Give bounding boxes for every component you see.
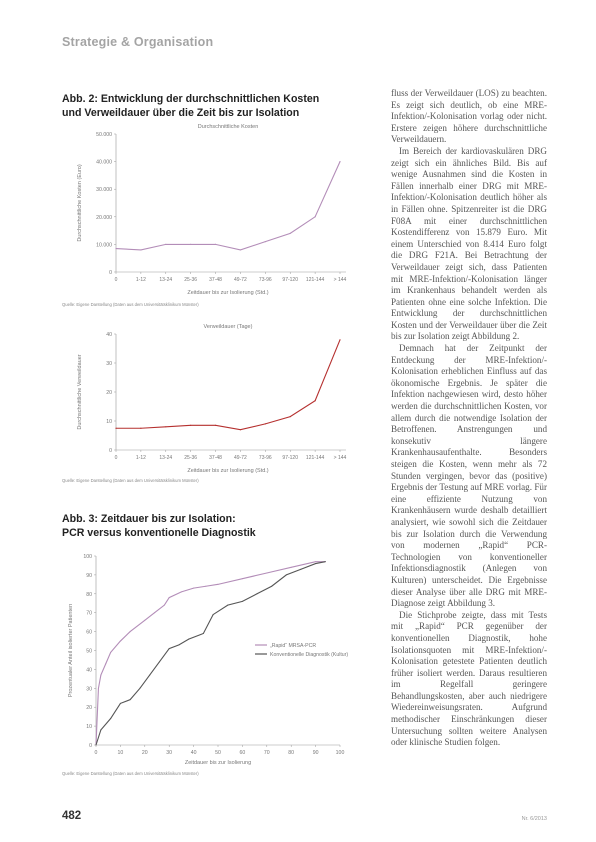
x-tick-label: 121-144: [305, 455, 325, 461]
body-text-column: [391, 88, 547, 749]
data-point: [115, 428, 116, 429]
x-tick-label: 100: [335, 750, 345, 756]
x-tick-label: 80: [288, 750, 295, 756]
data-point: [286, 574, 287, 575]
figure-2-title-line-2: und Verweildauer über die Zeit bis zur Isolation: [62, 107, 300, 119]
x-tick-label: 97-120: [282, 277, 299, 283]
data-point: [265, 423, 266, 424]
data-point: [139, 688, 140, 689]
data-point: [110, 718, 111, 719]
data-point: [300, 569, 301, 570]
x-tick-label: 10: [117, 750, 124, 756]
data-point: [130, 631, 131, 632]
y-tick-label: 0: [109, 448, 112, 454]
data-point: [154, 612, 155, 613]
data-point: [130, 699, 131, 700]
figure-3-title: [62, 512, 352, 540]
data-point: [242, 601, 243, 602]
x-tick-label: 121-144: [305, 277, 325, 283]
data-point: [190, 244, 191, 245]
data-point: [165, 244, 166, 245]
data-point: [181, 591, 182, 592]
y-axis-label: Durchschnittliche Kosten (Euro): [77, 164, 83, 242]
x-tick-label: 13-24: [159, 455, 173, 461]
data-point: [193, 588, 194, 589]
paragraph-2: Im Bereich der kardiovaskulären DRG zeigt sich ein ähnliches Bild. Bis auf wenige Ausnahmen sind die Kosten in Fällen innerhalb einer DRG mit MRE-Infektion/-Kolonisation deutlich höher als in Fällen ohne. Spitzenreiter ist die DRG F08A mit einer durchschnittlichen Kostendifferenz von 15.879 Euro. Mit einem Unterschied von 8.414 Euro folgt die DRG F21A. Bei Betrachtung der Verweildauer zeigt sich, dass Patienten mit MRE-Infektion/-Kolonisation länger im Krankenhaus behandelt werden als Patienten ohne eine solche Infektion. Die Entwicklung der durchschnittlichen Kosten und der Verweildauer über die Zeit bis zur Isolation zeigt Abbildung 2.: [391, 145, 547, 342]
y-tick-label: 50.000: [96, 132, 112, 138]
x-tick-label: > 144: [333, 455, 347, 461]
data-point: [227, 605, 228, 606]
data-point: [325, 561, 326, 562]
paragraph-1: fluss der Verweildauer (LOS) zu beachten. Es zeigt sich deutlich, ob eine MRE-Infektion/-Kolonisation vorlag oder nicht. Erstere zeigen höhere durchschnittliche Verweildauern.: [391, 88, 547, 145]
x-tick-label: 49-72: [234, 277, 247, 283]
data-point: [120, 703, 121, 704]
x-axis-label: Zeitdauer bis zur Isolierung: [184, 760, 252, 766]
data-point: [339, 161, 340, 162]
y-tick-label: 10.000: [96, 242, 112, 249]
data-point: [144, 620, 145, 621]
x-tick-label: 37-48: [209, 277, 222, 283]
data-point: [213, 614, 214, 615]
los-chart: [62, 320, 362, 482]
data-point: [266, 573, 267, 574]
x-tick-label: 97-120: [282, 455, 299, 461]
y-tick-label: 60: [86, 629, 92, 636]
data-point: [315, 216, 316, 217]
isolation-time-chart: [62, 548, 362, 773]
figure-2-title-line-1: Abb. 2: Entwicklung der durchschnittlichen Kosten: [62, 93, 320, 105]
chart-title: Durchschnittliche Kosten: [197, 124, 259, 130]
data-point: [115, 248, 116, 249]
section-header: Strategie & Organisation: [62, 35, 214, 49]
x-tick-label: 30: [166, 750, 173, 756]
data-point: [240, 429, 241, 430]
data-point: [271, 586, 272, 587]
y-tick-label: 0: [89, 743, 92, 749]
data-point: [105, 663, 106, 664]
data-point: [149, 675, 150, 676]
data-point: [315, 563, 316, 564]
data-point: [98, 688, 99, 689]
figure-2-title: [62, 92, 352, 120]
y-axis-label: Prozentualer Anteil isolierter Patienten: [68, 603, 74, 698]
data-point: [290, 233, 291, 234]
data-point: [215, 244, 216, 245]
y-axis-label: Durchschnittliche Verweildauer: [77, 354, 83, 430]
data-point: [188, 639, 189, 640]
y-tick-label: 20.000: [96, 214, 112, 221]
y-tick-label: 40.000: [96, 159, 112, 166]
data-point: [178, 644, 179, 645]
data-point: [203, 633, 204, 634]
x-tick-label: 1-12: [135, 455, 146, 461]
legend-label: Konventionelle Diagnostik (Kultur): [270, 652, 349, 658]
y-tick-label: 70: [86, 610, 92, 617]
y-tick-label: 20: [86, 705, 92, 712]
data-point: [100, 729, 101, 730]
data-point: [140, 249, 141, 250]
data-point: [315, 561, 316, 562]
x-tick-label: 70: [263, 750, 270, 756]
x-tick-label: 49-72: [234, 455, 247, 461]
data-point: [242, 578, 243, 579]
data-point: [265, 241, 266, 242]
x-tick-label: 0: [94, 750, 98, 756]
x-tick-label: 37-48: [209, 455, 222, 461]
x-axis-label: Zeitdauer bis zur Isolierung (Std.): [187, 290, 269, 296]
data-point: [110, 652, 111, 653]
y-tick-label: 100: [83, 554, 92, 560]
data-point: [190, 425, 191, 426]
y-tick-label: 40: [106, 332, 112, 338]
x-tick-label: 1-12: [135, 277, 146, 283]
x-tick-label: 25-36: [184, 277, 198, 283]
issue-number: Nr. 6/2013: [521, 816, 547, 822]
data-point: [315, 400, 316, 401]
y-tick-label: 90: [86, 572, 92, 579]
cost-chart: [62, 124, 362, 309]
data-point: [215, 425, 216, 426]
y-tick-label: 0: [109, 270, 112, 276]
y-tick-label: 30: [106, 361, 112, 367]
figure-2-source-2: Quelle: Eigene Darstellung (Daten aus dem Universitätsklinikum Münster): [62, 478, 199, 483]
data-point: [165, 426, 166, 427]
figure-3-title-line-1: Abb. 3: Zeitdauer bis zur Isolation:: [62, 513, 236, 525]
data-point: [169, 648, 170, 649]
x-tick-label: 90: [312, 750, 319, 756]
figure-3-source: Quelle: Eigene Darstellung (Daten aus dem Universitätsklinikum Münster): [62, 771, 199, 776]
x-tick-label: > 144: [333, 277, 347, 283]
y-tick-label: 30.000: [96, 187, 112, 194]
legend-label: „Rapid“ MRSA-PCR: [270, 643, 317, 649]
data-point: [159, 661, 160, 662]
data-point: [100, 675, 101, 676]
paragraph-3: Demnach hat der Zeitpunkt der Entdeckung der MRE-Infektion/-Kolonisation erheblichen Einfluss auf das ökonomische Ergebnis. Je später die Infektion nachgewiesen wird, desto höher werden die durchschnittlichen Kosten, vor allem durch die notwendige Isolation der Betroffenen. Anstrengungen und konsekutiv längere Krankenhausaufenthalte. Besonders steigen die Kosten, wenn mehr als 72 Stunden vergingen, bevor das (positive) Ergebnis der Testung auf MRE vorlag. Für eine effiziente Nutzung von Krankenhäusern wurde deshalb detailliert analysiert, wie sowohl sich die Zeitdauer bis zur Isolation durch die Verwendung von modernen „Rapid“ PCR-Technologien von konventioneller Infektionsdiagnostik (Anlegen von Kulturen) unterscheidet. Die Ergebnisse dieser Analyse über alle DRG mit MRE-Diagnose zeigt Abbildung 3.: [391, 343, 547, 609]
page-number: 482: [62, 810, 82, 822]
data-point: [96, 745, 97, 746]
data-point: [339, 339, 340, 340]
x-tick-label: 20: [141, 750, 148, 756]
y-tick-label: 80: [86, 591, 92, 598]
series-line: [116, 340, 340, 430]
y-tick-label: 10: [86, 724, 92, 731]
data-point: [240, 249, 241, 250]
x-tick-label: 0: [114, 455, 118, 461]
data-point: [218, 584, 219, 585]
x-tick-label: 73-96: [258, 277, 272, 283]
series-line: [116, 162, 340, 250]
figure-2-source-1: Quelle: Eigene Darstellung (Daten aus dem Universitätsklinikum Münster): [62, 302, 199, 307]
y-tick-label: 20: [106, 390, 112, 396]
x-axis-label: Zeitdauer bis zur Isolierung (Std.): [187, 468, 269, 474]
y-tick-label: 30: [86, 686, 92, 693]
data-point: [140, 428, 141, 429]
data-point: [120, 641, 121, 642]
x-tick-label: 50: [215, 750, 221, 756]
data-point: [257, 593, 258, 594]
data-point: [205, 586, 206, 587]
x-tick-label: 40: [190, 750, 197, 756]
chart-title: Verweildauer (Tage): [203, 324, 253, 330]
x-tick-label: 0: [114, 277, 118, 283]
y-tick-label: 50: [86, 648, 92, 655]
x-tick-label: 13-24: [159, 277, 173, 283]
data-point: [164, 605, 165, 606]
figure-3-title-line-2: PCR versus konventionelle Diagnostik: [62, 527, 256, 539]
x-tick-label: 25-36: [184, 455, 198, 461]
paragraph-4: Die Stichprobe zeigte, dass mit Tests mit „Rapid“ PCR gegenüber der konventionellen Diagnostik, hohe Isolationsquoten mit MRE-Infektion/-Kolonisation getestete Patienten deutlich früher isoliert werden. Daraus resultieren im Regelfall geringere Behandlungskosten, aber auch niedrigere Wiedereinweisungsraten. Aufgrund methodischer Einschränkungen dieser Untersuchung sollten weitere Analysen oder klinische Studien folgen.: [391, 609, 547, 748]
data-point: [291, 567, 292, 568]
y-tick-label: 10: [106, 419, 112, 425]
y-tick-label: 40: [86, 667, 92, 674]
data-point: [169, 597, 170, 598]
data-point: [290, 416, 291, 417]
x-tick-label: 73-96: [258, 455, 272, 461]
x-tick-label: 60: [239, 750, 246, 756]
